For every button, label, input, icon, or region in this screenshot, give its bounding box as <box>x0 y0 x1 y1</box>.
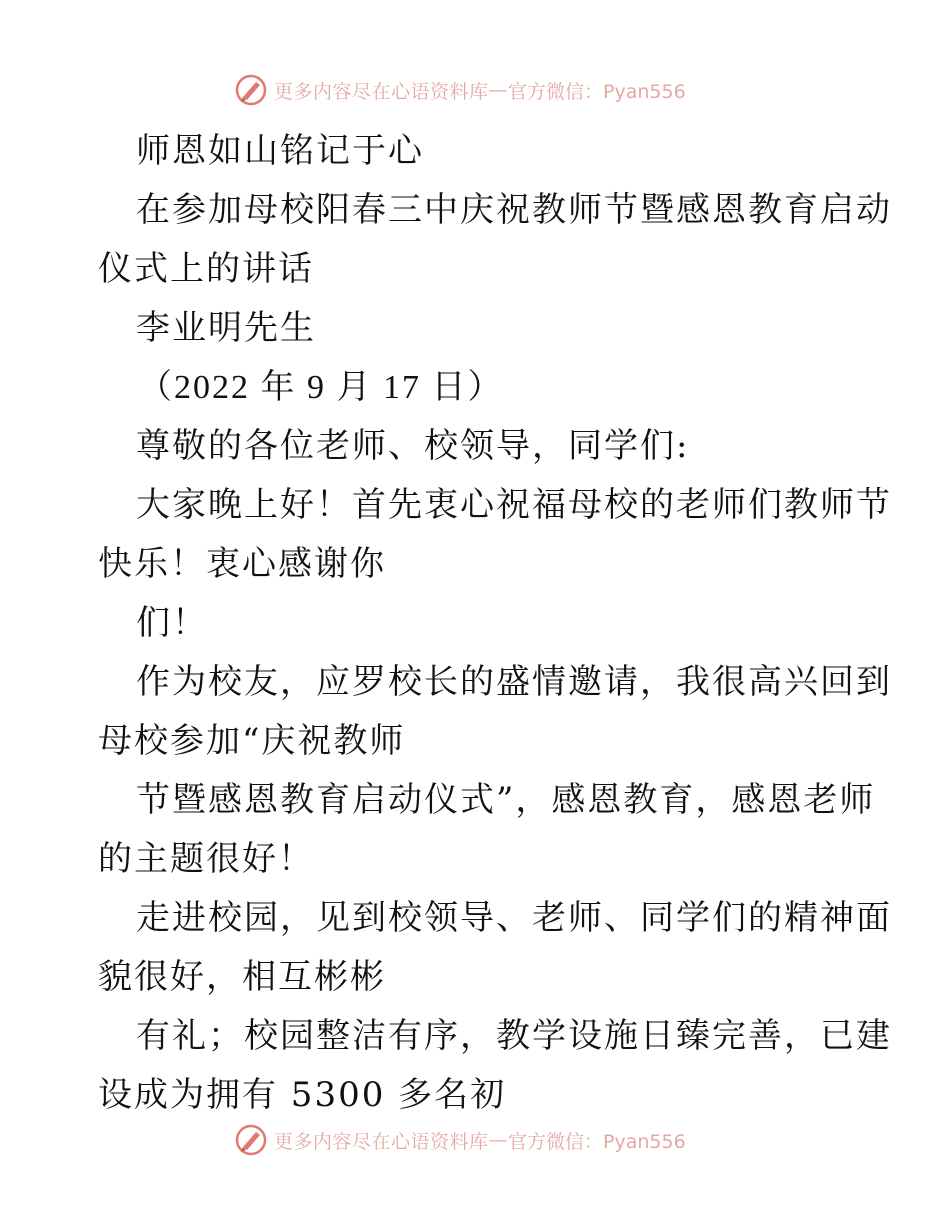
watermark-separator: — <box>488 79 509 101</box>
doc-author: 李业明先生 <box>136 308 316 348</box>
doc-paragraph-line: 们！ <box>136 603 208 643</box>
doc-paragraph-line: 母校参加“庆祝教师 <box>98 721 406 761</box>
watermark-text: 更多内容尽在心语资料库 <box>274 1130 489 1153</box>
doc-paragraph-line: 节暨感恩教育启动仪式”，感恩教育，感恩老师 <box>136 780 876 820</box>
doc-paragraph-line: 的主题很好！ <box>98 839 314 879</box>
watermark-text: 更多内容尽在心语资料库 <box>274 80 489 103</box>
pen-circle-logo-icon <box>234 73 268 107</box>
footer-watermark <box>234 1122 686 1158</box>
document-body <box>98 122 892 1125</box>
doc-paragraph-line: 有礼；校园整洁有序，教学设施日臻完善，已建 <box>136 1016 892 1056</box>
doc-paragraph-line: 大家晚上好！首先衷心祝福母校的老师们教师节 <box>136 485 892 525</box>
doc-date: （2022 年 9 月 17 日） <box>138 369 504 406</box>
watermark-wechat: 官方微信：Pyan556 <box>508 1130 686 1153</box>
doc-salutation: 尊敬的各位老师、校领导，同学们: <box>136 426 690 466</box>
watermark-wechat: 官方微信：Pyan556 <box>508 80 686 103</box>
doc-subtitle-line-2: 仪式上的讲话 <box>98 249 314 289</box>
doc-paragraph-line: 设成为拥有 5300 多名初 <box>98 1075 507 1115</box>
doc-paragraph-line: 走进校园，见到校领导、老师、同学们的精神面 <box>136 898 892 938</box>
doc-paragraph-line: 快乐！衷心感谢你 <box>98 544 386 584</box>
header-watermark <box>234 72 686 108</box>
pen-circle-logo-icon <box>234 1123 268 1157</box>
watermark-separator: — <box>488 1129 509 1151</box>
doc-title: 师恩如山铭记于心 <box>136 131 424 171</box>
doc-subtitle-line-1: 在参加母校阳春三中庆祝教师节暨感恩教育启动 <box>136 190 892 230</box>
doc-paragraph-line: 作为校友，应罗校长的盛情邀请，我很高兴回到 <box>136 662 892 702</box>
doc-paragraph-line: 貌很好，相互彬彬 <box>98 957 386 997</box>
